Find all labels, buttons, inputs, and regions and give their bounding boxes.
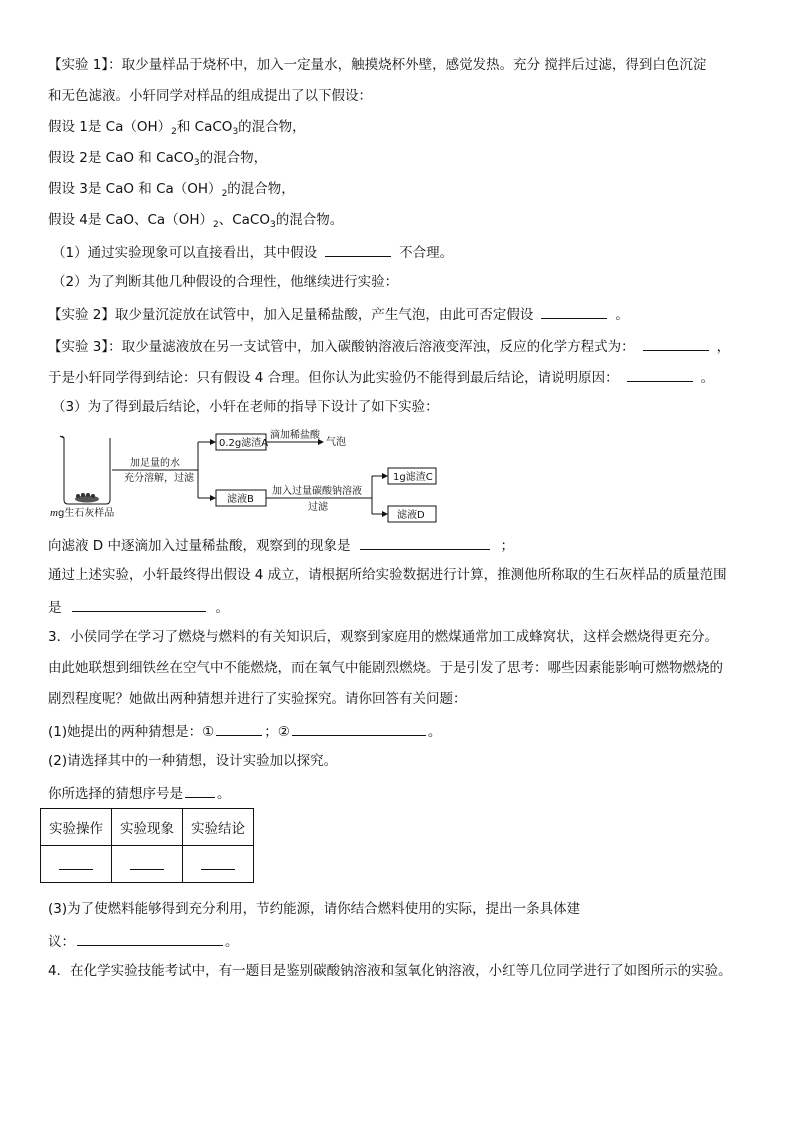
hypothesis-1: 假设 1是 $Ca(OH)_2$和 CaCO$_3$的混合物， (48, 119, 306, 137)
hypothesis-2: 假设 2是 CaO 和 CaCO$_3$的混合物， (48, 150, 268, 168)
answer-blank[interactable] (59, 855, 93, 870)
step1-label-b: 充分溶解，过滤 (124, 473, 194, 484)
table-cell[interactable] (112, 846, 183, 883)
question-3b: 通过上述实验，小轩最终得出假设 4 成立，请根据所给实验数据进行计算，推测他所称取的生石灰样品的质量范围 (48, 567, 727, 583)
filtrate-d-label: 滤液D (397, 510, 425, 521)
problem-3-line2: 由此她联想到细铁丝在空气中不能燃烧，而在氧气中能剧烈燃烧。于是引发了思考：哪些因素能影响可燃物燃烧的 (48, 660, 723, 676)
question-3: （3）为了得到最后结论，小轩在老师的指导下设计了如下实验： (52, 399, 439, 415)
table-header-operation: 实验操作 (41, 809, 112, 846)
acid-label: 滴加稀盐酸 (270, 430, 320, 441)
problem-3-line1: 3．小侯同学在学习了燃烧与燃料的有关知识后，观察到家庭用的燃煤通常加工成蜂窝状，这样会燃烧得更充分。 (48, 629, 719, 645)
residue-c-label: 1g滤渣C (393, 472, 433, 483)
step1-label-a: 加足量的水 (130, 458, 180, 469)
guess-1-blank[interactable] (216, 721, 262, 736)
table-cell[interactable] (41, 846, 112, 883)
suggestion-blank[interactable] (77, 931, 223, 946)
question-3a: 向滤液 D 中逐滴加入过量稀盐酸，观察到的现象是 ； (48, 535, 514, 555)
problem-3-line3: 剧烈程度呢？她做出两种猜想并进行了实验探究。请你回答有关问题： (48, 691, 467, 707)
exp1-tag: 【实验 1】 (48, 57, 109, 73)
answer-blank[interactable] (201, 855, 235, 870)
reason-blank[interactable] (627, 367, 693, 382)
experiment-flow-diagram (50, 428, 450, 528)
hypothesis-3: 假设 3是 CaO 和 $Ca(OH)_2$的混合物， (48, 181, 295, 199)
mass-range-blank[interactable] (72, 597, 206, 612)
guess-2-blank[interactable] (292, 721, 426, 736)
sample-label: mg生石灰样品 (50, 507, 115, 519)
exp3-line: 【实验 3】：取少量滤液放在另一支试管中，加入碳酸钠溶液后溶液变浑浊，反应的化学方程式为： ， (48, 336, 730, 356)
exp2-line: 【实验 2】取少量沉淀放在试管中，加入足量稀盐酸，产生气泡，由此可否定假设 。 (48, 304, 629, 324)
answer-blank[interactable] (541, 304, 607, 319)
answer-blank[interactable] (130, 855, 164, 870)
exp1-line (48, 56, 706, 74)
experiment-table (40, 808, 254, 883)
exp1-text: ：取少量样品于烧杯中，加入一定量水，触摸烧杯外壁，感觉发热。充分 搅拌后过滤，得到白色沉淀 (108, 57, 707, 73)
phenomenon-blank[interactable] (360, 535, 490, 550)
problem-3-sub2b: 你所选择的猜想序号是 。 (48, 783, 231, 803)
table-header-conclusion: 实验结论 (183, 809, 254, 846)
exp1-line2: 和无色滤液。小轩同学对样品的组成提出了以下假设： (48, 88, 372, 104)
residue-a-label: 0.2g滤渣A (219, 438, 269, 449)
filtrate-b-label: 滤液B (227, 494, 254, 505)
hypothesis-4: 假设 4是 CaO、$Ca(OH)_2$、CaCO$_3$的混合物。 (48, 212, 344, 230)
problem-3-sub3b: 议： 。 (48, 931, 239, 951)
guess-choice-blank[interactable] (185, 783, 215, 798)
question-3c: 是 。 (48, 597, 229, 617)
equation-blank[interactable] (643, 336, 709, 351)
question-2: （2）为了判断其他几种假设的合理性，他继续进行实验： (52, 274, 399, 290)
gas-label: 气泡 (326, 437, 346, 448)
problem-3-sub1: (1)她提出的两种猜想是：① ；② 。 (48, 721, 441, 741)
problem-3-sub2: (2)请选择其中的一种猜想，设计实验加以探究。 (48, 753, 338, 769)
problem-4-line1: 4．在化学实验技能考试中，有一题目是鉴别碳酸钠溶液和氢氧化钠溶液，小红等几位同学进行了如图所示的实验。 (48, 963, 732, 979)
question-1: （1）通过实验现象可以直接看出，其中假设 不合理。 (52, 242, 453, 262)
table-header-phenomenon: 实验现象 (112, 809, 183, 846)
filter-label: 过滤 (308, 502, 328, 513)
answer-blank[interactable] (325, 242, 391, 257)
beaker-icon (60, 436, 110, 504)
table-cell[interactable] (183, 846, 254, 883)
na2co3-label: 加入过量碳酸钠溶液 (272, 486, 362, 497)
problem-3-sub3: (3)为了使燃料能够得到充分利用，节约能源，请你结合燃料使用的实际，提出一条具体建 (48, 901, 581, 917)
exp3-line2: 于是小轩同学得到结论：只有假设 4 合理。但你认为此实验仍不能得到最后结论，请说明原因： 。 (48, 367, 714, 387)
